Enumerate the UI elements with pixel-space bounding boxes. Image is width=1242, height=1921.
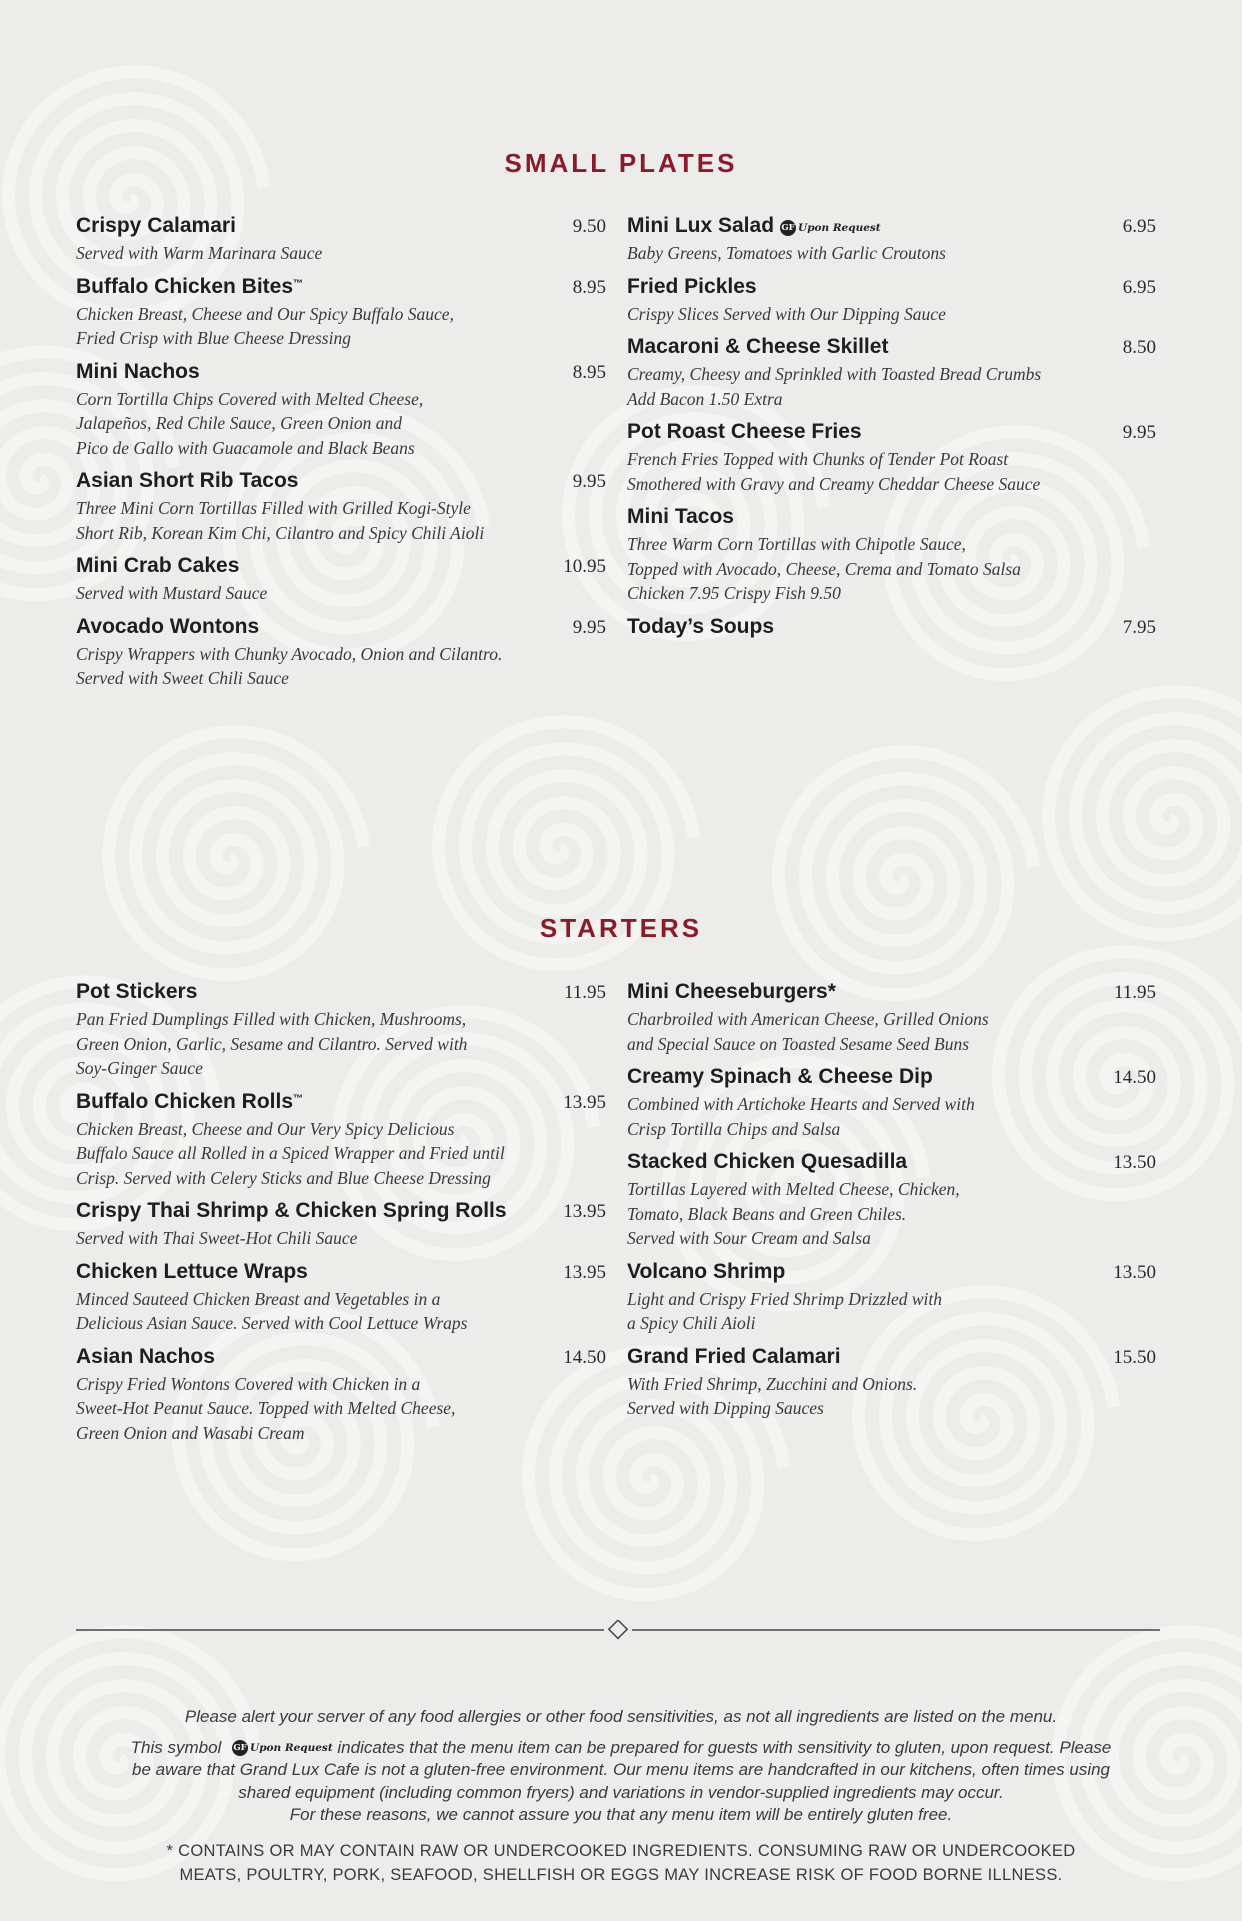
- menu-item-price: 6.95: [1122, 276, 1156, 298]
- menu-item-title: [76, 275, 303, 299]
- description-line: Smothered with Gravy and Creamy Cheddar Cheese Sauce: [627, 473, 1041, 494]
- description-line: Minced Sauteed Chicken Breast and Vegetables in a: [76, 1288, 441, 1309]
- menu-item-title: [76, 615, 259, 639]
- menu-item: [76, 1260, 606, 1336]
- raw-warning-line: MEATS, POULTRY, PORK, SEAFOOD, SHELLFISH OR EGGS MAY INCREASE RISK OF FOOD BORNE ILLNESS.: [179, 1865, 1063, 1884]
- menu-item-description: [627, 532, 1156, 606]
- menu-item-name: Avocado Wontons: [76, 614, 260, 638]
- menu-item-price: 9.95: [1122, 422, 1156, 443]
- menu-item: [76, 275, 606, 351]
- menu-item: [76, 980, 606, 1081]
- trademark-mark: ™: [293, 1093, 304, 1105]
- gluten-free-icon: GF: [780, 220, 796, 236]
- menu-item-price: 14.50: [1113, 1067, 1156, 1088]
- menu-item-name: Mini Cheeseburgers*: [627, 980, 836, 1003]
- menu-item-name: Crispy Calamari: [76, 214, 236, 237]
- gluten-note-line: be aware that Grand Lux Cafe is not a gluten-free environment. Our menu items are handcrafted in our kitchens, often times using: [131, 1760, 1111, 1780]
- description-line: Served with Sweet Chili Sauce: [76, 668, 289, 688]
- menu-item-price: 13.95: [563, 1091, 606, 1113]
- description-line: Buffalo Sauce all Rolled in a Spiced Wrapper and Fried until: [76, 1143, 505, 1163]
- menu-item-price: 13.95: [563, 1261, 606, 1283]
- gluten-free-icon: GF: [232, 1740, 248, 1756]
- menu-item-title: [76, 1199, 507, 1223]
- menu-item-description: [76, 387, 606, 461]
- menu-item-name: Fried Pickles: [627, 274, 757, 298]
- menu-item: [627, 1345, 1156, 1421]
- description-line: Crispy Wrappers with Chunky Avocado, Onion and Cilantro.: [76, 643, 503, 664]
- menu-item-price: 8.95: [572, 276, 606, 298]
- menu-item: [627, 505, 1156, 606]
- menu-item-price: 11.95: [1113, 982, 1156, 1003]
- menu-item: [627, 615, 1156, 639]
- description-line: Corn Tortilla Chips Covered with Melted Cheese,: [76, 388, 424, 409]
- menu-item-description: [627, 1007, 1156, 1056]
- menu-item-description: [627, 447, 1156, 496]
- menu-item: [76, 360, 606, 461]
- menu-item-description: [76, 1117, 606, 1191]
- description-line: Green Onion and Wasabi Cream: [76, 1422, 305, 1443]
- gluten-note-prefix: This symbol: [130, 1737, 222, 1757]
- description-line: Chicken Breast, Cheese and Our Spicy Buffalo Sauce,: [76, 303, 454, 324]
- menu-item-title: [76, 1090, 303, 1114]
- menu-item-name: Today’s Soups: [627, 614, 775, 638]
- menu-item: [627, 980, 1156, 1056]
- menu-item-title: [627, 420, 862, 444]
- raw-food-warning: [60, 1839, 1182, 1887]
- menu-item-title: [627, 1260, 785, 1284]
- menu-item: [627, 1065, 1156, 1141]
- menu-item-description: [627, 241, 1156, 266]
- menu-item-price: 9.50: [572, 216, 606, 237]
- description-line: Three Warm Corn Tortillas with Chipotle Sauce,: [627, 534, 966, 554]
- description-line: Add Bacon 1.50 Extra: [627, 388, 783, 409]
- menu-item: [627, 1150, 1156, 1251]
- menu-item-title: [627, 335, 888, 359]
- menu-item-title: [76, 214, 236, 238]
- description-line: Baby Greens, Tomatoes with Garlic Croutons: [627, 243, 946, 263]
- menu-item-name: Asian Nachos: [76, 1344, 215, 1368]
- menu-item-price: 8.50: [1122, 337, 1156, 358]
- menu-item-description: [627, 1177, 1156, 1251]
- menu-item-description: [76, 1372, 606, 1446]
- menu-item-price: 15.50: [1113, 1346, 1156, 1368]
- menu-item-price: 13.50: [1113, 1152, 1156, 1173]
- menu-item: [76, 1199, 606, 1251]
- trademark-mark: ™: [293, 278, 304, 290]
- menu-item-name: Pot Roast Cheese Fries: [627, 420, 862, 443]
- menu-item-description: [627, 1372, 1156, 1421]
- menu-item-price: 6.95: [1122, 216, 1156, 237]
- menu-item-title: [76, 360, 200, 384]
- menu-item-name: Mini Crab Cakes: [76, 554, 240, 577]
- description-line: Charbroiled with American Cheese, Grilled Onions: [627, 1009, 989, 1029]
- menu-item-name: Volcano Shrimp: [627, 1259, 786, 1283]
- description-line: Tomato, Black Beans and Green Chiles.: [627, 1203, 907, 1224]
- menu-item-name: Mini Tacos: [627, 505, 734, 528]
- description-line: French Fries Topped with Chunks of Tender Pot Roast: [627, 449, 1009, 469]
- description-line: Served with Sour Cream and Salsa: [627, 1228, 871, 1248]
- menu-item-price: 9.95: [572, 471, 606, 492]
- menu-item: [76, 1345, 606, 1446]
- gluten-note-suffix: indicates that the menu item can be prepared for guests with sensitivity to gluten, upon request. Please: [337, 1737, 1112, 1757]
- description-line: Crispy Slices Served with Our Dipping Sauce: [627, 303, 946, 324]
- description-line: Crisp. Served with Celery Sticks and Blue Cheese Dressing: [76, 1167, 491, 1188]
- menu-item-price: 7.95: [1122, 616, 1156, 638]
- menu-item-description: [627, 1092, 1156, 1141]
- menu-item-description: [627, 302, 1156, 327]
- menu-item: [627, 1260, 1156, 1336]
- menu-item-description: [76, 496, 606, 545]
- description-line: Soy-Ginger Sauce: [76, 1058, 203, 1078]
- menu-item-price: 14.50: [563, 1346, 606, 1368]
- menu-item-title: [627, 1065, 933, 1089]
- gluten-note-line: shared equipment (including common fryers) and variations in vendor-supplied ingredients may occur.: [238, 1782, 1004, 1802]
- gluten-free-label: Upon Request: [250, 1741, 333, 1754]
- gluten-note-line: For these reasons, we cannot assure you that any menu item will be entirely gluten free.: [289, 1805, 953, 1825]
- menu-item-title: [76, 1345, 215, 1369]
- small-plates-title: SMALL PLATES: [504, 148, 738, 178]
- menu-item-name: Mini Nachos: [76, 359, 200, 383]
- menu-item-name: Stacked Chicken Quesadilla: [627, 1150, 908, 1173]
- menu-item-name: Pot Stickers: [76, 980, 198, 1003]
- raw-warning-line: * CONTAINS OR MAY CONTAIN RAW OR UNDERCOOKED INGREDIENTS. CONSUMING RAW OR UNDERCOOKED: [166, 1841, 1076, 1860]
- menu-item: [627, 214, 1156, 266]
- menu-item-title: [627, 1345, 841, 1369]
- menu-item-title: [627, 1150, 907, 1174]
- menu-item: [627, 275, 1156, 327]
- menu-item-name: Creamy Spinach & Cheese Dip: [627, 1065, 933, 1088]
- menu-item-name: Buffalo Chicken Rolls: [76, 1089, 294, 1113]
- description-line: Pan Fried Dumplings Filled with Chicken, Mushrooms,: [76, 1009, 467, 1029]
- menu-item-name: Asian Short Rib Tacos: [76, 469, 299, 492]
- menu-item-description: [76, 241, 606, 266]
- menu-item: [76, 554, 606, 606]
- menu-item-description: [76, 581, 606, 606]
- menu-item-title: [76, 1260, 308, 1284]
- menu-item-description: [627, 362, 1156, 411]
- description-line: Delicious Asian Sauce. Served with Cool Lettuce Wraps: [76, 1313, 468, 1333]
- menu-item-price: 10.95: [563, 556, 606, 577]
- menu-item-price: 11.95: [563, 982, 606, 1003]
- description-line: Served with Thai Sweet-Hot Chili Sauce: [76, 1228, 358, 1248]
- starters-right-column: [627, 980, 1156, 1430]
- menu-item-title: [627, 615, 774, 639]
- menu-item-name: Crispy Thai Shrimp & Chicken Spring Rolls: [76, 1199, 507, 1222]
- description-line: Crisp Tortilla Chips and Salsa: [627, 1118, 841, 1139]
- menu-item-price: 8.95: [572, 361, 606, 383]
- description-line: Served with Dipping Sauces: [627, 1398, 824, 1418]
- description-line: Jalapeños, Red Chile Sauce, Green Onion and: [76, 413, 402, 433]
- menu-item: [76, 615, 606, 691]
- small-plates-right-column: [627, 214, 1156, 648]
- description-line: Tortillas Layered with Melted Cheese, Chicken,: [627, 1179, 960, 1199]
- menu-item-title: [627, 505, 734, 529]
- gluten-note: [60, 1737, 1182, 1827]
- allergy-note: Please alert your server of any food allergies or other food sensitivities, as not all ingredients are listed on the menu.: [184, 1707, 1058, 1726]
- description-line: Fried Crisp with Blue Cheese Dressing: [76, 328, 351, 348]
- gluten-free-badge: [232, 1737, 333, 1760]
- description-line: and Special Sauce on Toasted Sesame Seed Buns: [627, 1033, 970, 1054]
- menu-item-description: [76, 302, 606, 351]
- menu-item-name: Macaroni & Cheese Skillet: [627, 335, 889, 358]
- ornamental-divider: [76, 1620, 1160, 1640]
- menu-item: [627, 420, 1156, 496]
- description-line: Green Onion, Garlic, Sesame and Cilantro. Served with: [76, 1033, 468, 1054]
- menu-item-title: [76, 554, 239, 578]
- menu-item-title: [627, 275, 757, 299]
- menu-item-description: [76, 1007, 606, 1081]
- description-line: Pico de Gallo with Guacamole and Black Beans: [76, 437, 415, 458]
- menu-item-description: [76, 1287, 606, 1336]
- menu-item-description: [76, 1226, 606, 1251]
- menu-item-name: Mini Lux Salad: [627, 214, 775, 237]
- menu-item: [76, 214, 606, 266]
- gluten-free-label: Upon Request: [798, 221, 881, 234]
- menu-item-price: 9.95: [572, 616, 606, 638]
- description-line: Chicken Breast, Cheese and Our Very Spicy Delicious: [76, 1118, 455, 1139]
- menu-item-title: [76, 980, 197, 1004]
- menu-item-title: [76, 469, 298, 493]
- description-line: Short Rib, Korean Kim Chi, Cilantro and Spicy Chili Aioli: [76, 522, 485, 543]
- description-line: With Fried Shrimp, Zucchini and Onions.: [627, 1373, 918, 1394]
- description-line: Topped with Avocado, Cheese, Crema and Tomato Salsa: [627, 558, 1021, 579]
- description-line: Served with Warm Marinara Sauce: [76, 243, 323, 263]
- description-line: Chicken 7.95 Crispy Fish 9.50: [627, 583, 841, 603]
- menu-item-title: [627, 980, 836, 1004]
- description-line: Served with Mustard Sauce: [76, 583, 268, 603]
- starters-title: STARTERS: [539, 913, 703, 943]
- menu-item: [76, 469, 606, 545]
- small-plates-left-column: [76, 214, 606, 700]
- description-line: Crispy Fried Wontons Covered with Chicken in a: [76, 1373, 421, 1394]
- gluten-free-badge: [780, 220, 881, 236]
- menu-item-price: 13.95: [563, 1201, 606, 1222]
- menu-item-name: Chicken Lettuce Wraps: [76, 1259, 308, 1283]
- starters-left-column: [76, 980, 606, 1454]
- description-line: Creamy, Cheesy and Sprinkled with Toasted Bread Crumbs: [627, 364, 1042, 384]
- description-line: Combined with Artichoke Hearts and Served with: [627, 1094, 975, 1114]
- menu-item-price: 13.50: [1113, 1261, 1156, 1283]
- menu-footer: [60, 1706, 1182, 1887]
- menu-item-description: [627, 1287, 1156, 1336]
- description-line: Light and Crispy Fried Shrimp Drizzled with: [627, 1288, 943, 1309]
- menu-item-name: Grand Fried Calamari: [627, 1344, 841, 1368]
- menu-item-description: [76, 642, 606, 691]
- menu-item-title: [627, 214, 881, 238]
- menu-item-name: Buffalo Chicken Bites: [76, 274, 294, 298]
- menu-item: [76, 1090, 606, 1191]
- description-line: Three Mini Corn Tortillas Filled with Grilled Kogi-Style: [76, 498, 471, 518]
- description-line: Sweet-Hot Peanut Sauce. Topped with Melted Cheese,: [76, 1398, 456, 1418]
- description-line: a Spicy Chili Aioli: [627, 1313, 756, 1333]
- menu-item: [627, 335, 1156, 411]
